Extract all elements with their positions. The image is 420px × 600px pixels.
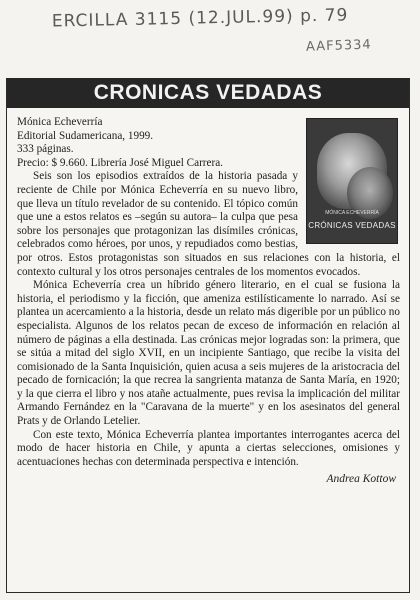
review-title-banner: CRONICAS VEDADAS [7,78,409,108]
review-paragraph-1: Seis son los episodios extraídos de la historia pasada y reciente de Chile por Mónica Echeverría en su nuevo libro, que lleva un título revelador de su contenido. El tópico común que une a estos relatos es –según su autora– la culpa que pesa sobre los personajes que protagonizan las disímiles crónicas, celebrados como héroes, por unos, y repudiados como bestias, por otros. Estos protagonistas son situados en sus relaciones con la historia, el contexto cultural y los otros personajes centrales de los momentos evocados. [17,170,400,278]
review-clipping [6,78,410,593]
handwritten-source-note: ERCILLA 3115 (12.JUL.99) p. 79 [51,5,349,32]
book-author: Mónica Echeverría [17,116,103,128]
book-cover-image [306,118,398,244]
handwritten-archive-code: AAF5334 [305,37,372,55]
cover-title: CRÓNICAS VEDADAS [308,221,396,231]
review-signature: Andrea Kottow [326,473,396,486]
book-price: Precio: $ 9.660. Librería José Miguel Carrera. [17,156,223,169]
cover-author: MÓNICA ECHEVERRÍA [325,210,379,217]
review-paragraph-3: Con este texto, Mónica Echeverría plantea importantes interrogantes acerca del modo de hacer historia en Chile, y apunta a ciertas selecciones, omisiones y acentuaciones hechas con determinada perspectiva e intención. [17,428,400,468]
book-publisher: Editorial Sudamericana, 1999. [17,129,154,142]
review-body [7,108,409,487]
book-pages: 333 páginas. [17,143,74,156]
review-paragraph-2: Mónica Echeverría crea un híbrido género literario, en el cual se fusiona la historia, el periodismo y la ficción, que amenizа estilísticamente lo narrado. Así se plantea un acercamiento a la historia, desde un relato más digerible por un público no especialista. Algunos de los relatos pecan de exceso de información en relación al número de páginas a ella destinada. Las crónicas mejor logradas son: la primera, que se sitúa a mitad del siglo XVII, en un incipiente Santiago, que recibe la visita del comisionado de la Santa Inquisición, quien acusa a seis mujeres de la aristocracia del pecado de fornicación; la que recrea la sangrienta matanza de Santa María, en 1920; y la que cierra el libro y nos atañe actualmente, pues revisa la implicación del militar Armando Fernández en la "Caravana de la muerte" y en los asesinatos del general Prats y de Orlando Letelier. [17,279,400,428]
